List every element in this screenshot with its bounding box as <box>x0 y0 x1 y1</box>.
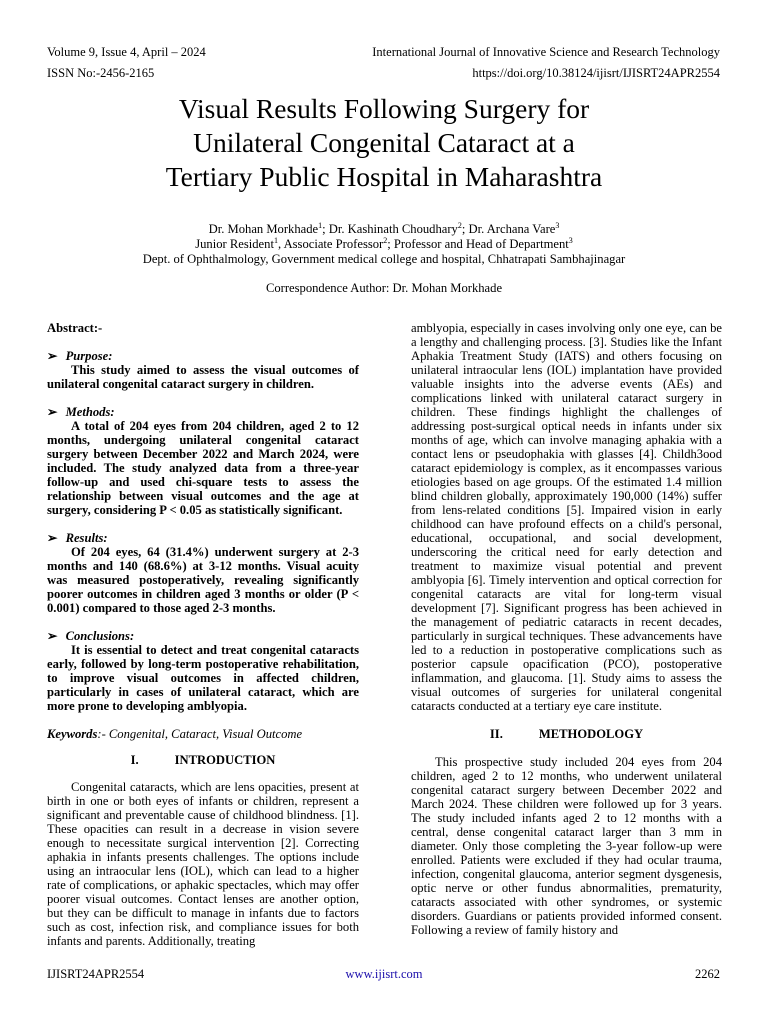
role-3: Professor and Head of Department <box>393 237 569 251</box>
paper-title <box>0 92 768 194</box>
intro-paragraph-continued: amblyopia, especially in cases involving only one eye, can be a lengthy and challenging process. [3]. Studies like the Infant Aphakia Treatment Study (IATS) and others focusing on unilateral intraocular lens (IOL) implantation have provided valuable insights into the adverse events (AEs) and complications linked with unilateral cataract surgery in children. These findings highlight the challenges of addressing post-surgical optical needs in infants under six months of age, which can involve managing aphakia with a contact lens or pseudophakia with glasses [4]. Childh3ood cataract epidemiology is complex, as it encompasses various etiologies based on age groups. Of the estimated 1.4 million blind children globally, approximately 190,000 (14%) suffer from lens-related conditions [5]. Impaired vision in early childhood can have profound effects on a child's personal, educational, occupational, and social development, underscoring the critical need for early detection and treatment to maximize visual potential and prevent amblyopia [6]. Timely intervention and optical correction for congenital cataracts are vital for long-term visual development [7]. Significant progress has been achieved in the management of pediatric cataracts in recent decades, particularly in surgical techniques. These advancements have led to a reduction in postoperative complications such as posterior capsule opacification (PCO), postoperative inflammation, and glaucoma. [1]. Study aims to assess the visual outcomes of surgeries for unilateral congenital cataracts conducted at a tertiary eye care institute. <box>411 321 722 713</box>
author-sep: ; <box>461 222 469 236</box>
purpose-label <box>47 349 359 363</box>
role-sep: , <box>277 237 284 251</box>
methodology-heading <box>411 727 722 741</box>
journal-name: International Journal of Innovative Science and Research Technology <box>372 45 720 59</box>
conclusions-label-text: Conclusions: <box>65 629 135 643</box>
abstract-heading: Abstract:- <box>47 321 103 335</box>
role-1: Junior Resident <box>195 237 274 251</box>
left-column <box>47 321 359 948</box>
arrow-bullet-icon: ➢ <box>47 405 58 419</box>
author-1: Dr. Mohan Morkhade <box>208 222 319 236</box>
issn: ISSN No:-2456-2165 <box>47 66 155 80</box>
author-2: Dr. Kashinath Choudhary <box>328 222 458 236</box>
department: Dept. of Ophthalmology, Government medical college and hospital, Chhatrapati Sambhajinagar <box>142 252 626 266</box>
correspondence-author: Correspondence Author: Dr. Mohan Morkhade <box>265 281 503 295</box>
doi-link[interactable]: https://doi.org/10.38124/ijisrt/IJISRT24APR2554 <box>472 66 720 80</box>
arrow-bullet-icon: ➢ <box>47 349 58 363</box>
keywords-text: :- Congenital, Cataract, Visual Outcome <box>97 727 303 741</box>
author-list <box>0 222 768 237</box>
methods-text: A total of 204 eyes from 204 children, aged 2 to 12 months, undergoing unilateral congenital cataract surgery between December 2022 and March 2024, were included. The study analyzed data from a three-year follow-up and used chi-square tests to assess the relationship between visual outcomes and the age at surgery, considering P < 0.05 as statistically significant. <box>47 419 359 517</box>
methodology-section-title: METHODOLOGY <box>538 727 644 741</box>
keywords <box>47 727 359 741</box>
intro-section-title: INTRODUCTION <box>174 753 276 767</box>
author-sep: ; <box>322 222 329 236</box>
results-text: Of 204 eyes, 64 (31.4%) underwent surgery at 2-3 months and 140 (68.6%) at 3-12 months. Visual acuity was measured postoperatively, revealing significantly poorer outcomes in children aged 3 months or older (P < 0.001) compared to those aged 2-3 months. <box>47 545 359 615</box>
author-3-affil: 3 <box>555 220 560 230</box>
intro-paragraph: Congenital cataracts, which are lens opacities, present at birth in one or both eyes of infants or children, represent a significant and preventable cause of childhood blindness. [1]. These opacities can result in a decrease in vision severe enough to necessitate surgical intervention [2]. Correcting aphakia in infants presents challenges. The options include using an intraocular lens (IOL), which can lead to a higher rate of complications, or aphakic spectacles, which may offer poorer visual outcomes. Contact lenses are another option, but they can be difficult to manage in infants due to factors such as cost, infection risk, and compliance issues for both infants and parents. Additionally, treating <box>47 780 359 948</box>
purpose-text: This study aimed to assess the visual outcomes of unilateral congenital cataract surgery in children. <box>47 363 359 391</box>
arrow-bullet-icon: ➢ <box>47 629 58 643</box>
results-label-text: Results: <box>65 531 108 545</box>
author-1-affil: 1 <box>318 220 323 230</box>
title-line-2: Unilateral Congenital Cataract at a <box>193 127 575 158</box>
role-1-affil: 1 <box>273 235 278 245</box>
role-2: Associate Professor <box>283 237 384 251</box>
keywords-label: Keywords <box>47 727 98 741</box>
arrow-bullet-icon: ➢ <box>47 531 58 545</box>
methods-label <box>47 405 359 419</box>
volume-issue: Volume 9, Issue 4, April – 2024 <box>47 45 206 59</box>
title-line-1: Visual Results Following Surgery for <box>178 93 590 124</box>
footer-paper-id: IJISRT24APR2554 <box>47 967 145 981</box>
title-line-3: Tertiary Public Hospital in Maharashtra <box>165 161 603 192</box>
intro-heading <box>47 753 359 767</box>
right-column <box>411 321 722 937</box>
conclusions-text: It is essential to detect and treat congenital cataracts early, followed by long-term postoperative rehabilitation, to improve visual outcomes in affected children, particularly in cases of unilateral cataract, which are more prone to developing amblyopia. <box>47 643 359 713</box>
results-label <box>47 531 359 545</box>
footer-website-link[interactable]: www.ijisrt.com <box>345 967 423 981</box>
author-3: Dr. Archana Vare <box>468 222 556 236</box>
methods-label-text: Methods: <box>65 405 115 419</box>
purpose-label-text: Purpose: <box>65 349 113 363</box>
page-number: 2262 <box>695 967 720 981</box>
role-2-affil: 2 <box>383 235 388 245</box>
conclusions-label <box>47 629 359 643</box>
author-roles <box>0 237 768 252</box>
methodology-paragraph: This prospective study included 204 eyes from 204 children, aged 2 to 12 months, who underwent unilateral congenital cataract surgery between December 2022 and March 2024. These children were followed up for 3 years. The study included infants aged 2 to 12 months with a central, dense congenital cataract larger than 3 mm in diameter. Only those completing the 3-year follow-up were enrolled. Patients were excluded if they had ocular trauma, infection, congenital glaucoma, anterior segment dysgenesis, optic nerve or other fundus abnormalities, prematurity, cataracts associated with other syndromes, or systemic disorders. Guardians or patients provided informed consent. Following a review of family history and <box>411 755 722 937</box>
author-2-affil: 2 <box>457 220 462 230</box>
role-sep: ; <box>387 237 394 251</box>
role-3-affil: 3 <box>568 235 573 245</box>
methodology-section-number: II. <box>489 727 503 741</box>
intro-section-number: I. <box>130 753 139 767</box>
